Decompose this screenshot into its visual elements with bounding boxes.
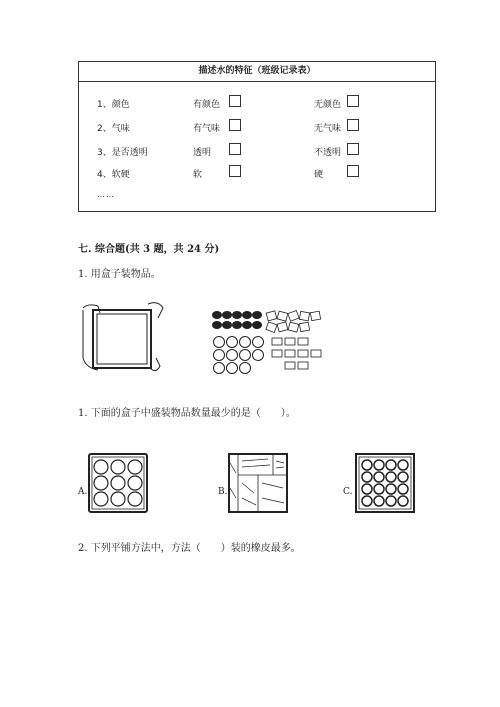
option-left: 软: [193, 170, 203, 180]
option-left: 有气味: [193, 124, 221, 134]
box-b-illustration: [228, 453, 288, 513]
row-label: 1、颜色: [97, 100, 130, 110]
section-title: 七. 综合题(共 3 题，共 24 分): [78, 244, 220, 255]
objects-illustration: [212, 310, 327, 375]
checkbox[interactable]: [229, 165, 241, 177]
checkbox[interactable]: [347, 143, 359, 155]
option-right: 硬: [314, 170, 324, 180]
option-right: 不透明: [314, 148, 342, 158]
checkbox[interactable]: [347, 95, 359, 107]
table-title: 描述水的特征（班级记录表）: [79, 62, 435, 82]
question-1: 1. 用盒子装物品。: [78, 269, 161, 280]
row-label: 4、软硬: [97, 170, 130, 180]
option-left: 透明: [193, 148, 212, 158]
table-row: [79, 143, 435, 159]
option-b-label[interactable]: B.: [218, 487, 228, 497]
option-right: 无气味: [314, 124, 342, 134]
record-table: [78, 61, 436, 212]
box-c-illustration: [355, 453, 415, 513]
checkbox[interactable]: [229, 95, 241, 107]
question-2: 2. 下列平铺方法中，方法（ ）装的橡皮最多。: [78, 543, 301, 554]
table-row: [79, 119, 435, 135]
checkbox[interactable]: [229, 119, 241, 131]
question-1-sub: 1. 下面的盒子中盛装物品数量最少的是（ ）。: [78, 408, 296, 419]
option-right: 无颜色: [314, 100, 342, 110]
row-label: 3、是否透明: [97, 148, 148, 158]
ellipsis: ……: [97, 190, 115, 199]
row-label: 2、气味: [97, 124, 130, 134]
table-row: [79, 165, 435, 181]
option-c-label[interactable]: C.: [343, 487, 353, 497]
checkbox[interactable]: [347, 165, 359, 177]
checkbox[interactable]: [347, 119, 359, 131]
table-row: [79, 95, 435, 111]
box-with-hands-illustration: [78, 298, 168, 378]
option-left: 有颜色: [193, 100, 221, 110]
option-a-label[interactable]: A.: [78, 487, 88, 497]
checkbox[interactable]: [229, 143, 241, 155]
box-a-illustration: [88, 453, 148, 513]
